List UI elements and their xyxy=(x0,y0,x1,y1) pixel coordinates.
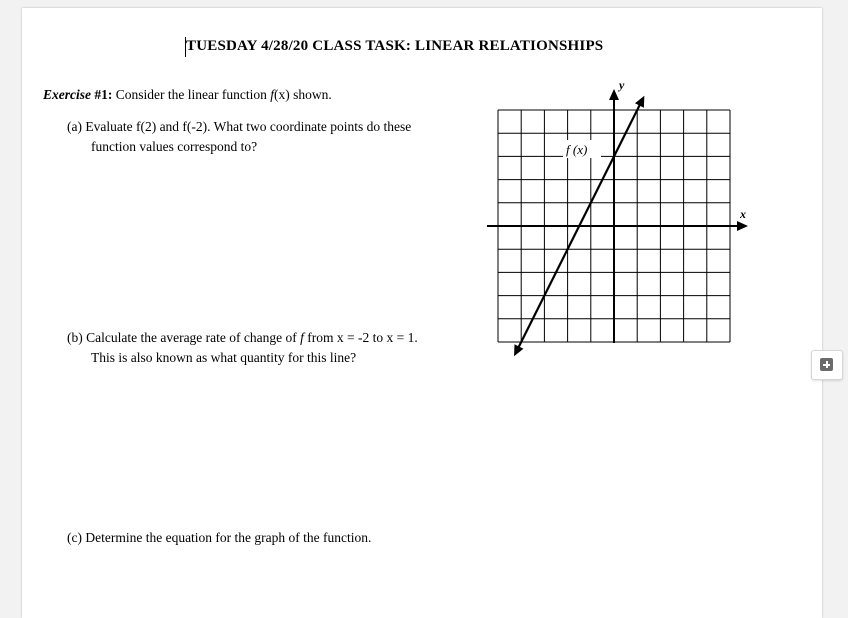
part-b-text-post: from x = -2 to x = 1. xyxy=(307,330,418,345)
x-axis-label: x xyxy=(740,207,746,221)
y-axis-label: y xyxy=(619,78,625,92)
page-title: TUESDAY 4/28/20 CLASS TASK: LINEAR RELATIONSHIPS xyxy=(186,38,604,54)
part-a-line2: function values correspond to? xyxy=(91,139,258,154)
curve-label: f (x) xyxy=(566,142,588,157)
exercise-function-name: f xyxy=(270,87,274,102)
x-axis-arrow xyxy=(737,221,748,231)
part-c-line1: (c) Determine the equation for the graph of the function. xyxy=(67,530,372,545)
exercise-number: #1: xyxy=(94,87,113,102)
exercise-text-pre: Consider the linear function xyxy=(115,87,267,102)
part-b-function-name: f xyxy=(300,330,304,345)
exercise-text-post: (x) shown. xyxy=(273,87,332,102)
graph-axes xyxy=(487,89,748,343)
part-b-text-pre: (b) Calculate the average rate of change of xyxy=(67,330,297,345)
exercise-label: Exercise xyxy=(43,87,91,102)
part-b-line2: This is also known as what quantity for this line? xyxy=(91,350,357,365)
y-axis-arrow xyxy=(609,89,619,100)
part-a-line1: (a) Evaluate f(2) and f(-2). What two coordinate points do these xyxy=(67,119,412,134)
add-element-button[interactable] xyxy=(811,350,843,380)
